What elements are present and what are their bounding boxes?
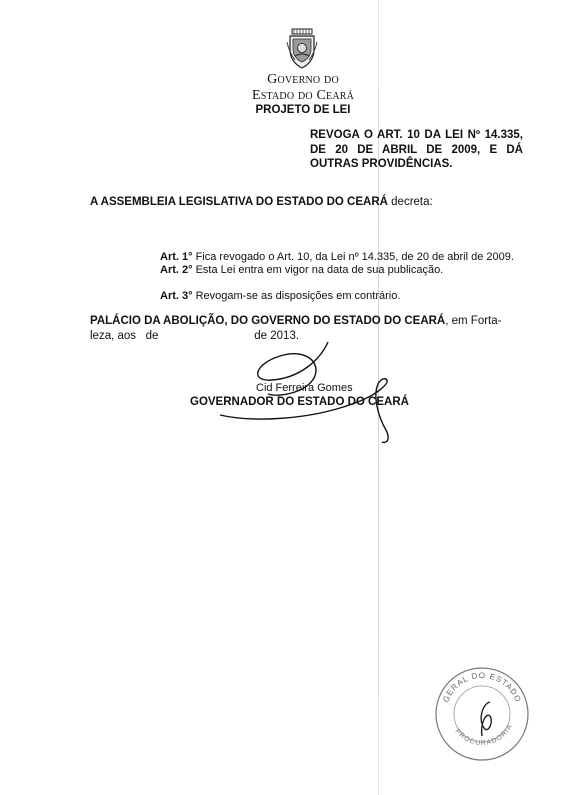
government-title-line-2: Estado do Ceará <box>251 88 355 103</box>
article-2 <box>160 264 530 276</box>
closing-bold: PALÁCIO DA ABOLIÇÃO, DO GOVERNO DO ESTADO DO CEARÁ <box>90 315 446 327</box>
signer-role: GOVERNADOR DO ESTADO DO CEARÁ <box>190 396 409 408</box>
government-title-line-1: Governo do <box>267 72 339 87</box>
closing-date-part-3: de 2013. <box>254 330 300 342</box>
svg-text:GERAL DO ESTADO <box>441 671 523 704</box>
official-seal-stamp <box>432 662 532 762</box>
preamble-bold: A ASSEMBLEIA LEGISLATIVA DO ESTADO DO CEARÁ <box>90 196 388 208</box>
stamp-top-text: GERAL DO ESTADO <box>441 670 523 704</box>
signer-name: Cid Ferreira Gomes <box>256 382 353 394</box>
article-1-text: Fica revogado o Art. 10, da Lei nº 14.335, de 20 de abril de 2009. <box>192 251 514 263</box>
stamp-bottom-text: PROCURADORIA <box>453 722 515 748</box>
bill-summary: REVOGA O ART. 10 DA LEI Nº 14.335, DE 20 DE ABRIL DE 2009, E DÁ OUTRAS PROVIDÊNCIAS. <box>310 129 523 170</box>
article-3-label: Art. 3° <box>160 290 193 302</box>
article-1-label: Art. 1° <box>160 251 193 263</box>
article-3 <box>160 290 530 302</box>
government-title <box>240 72 366 104</box>
article-1 <box>90 250 522 265</box>
preamble-rest: decreta: <box>387 196 433 208</box>
article-3-text: Revogam-se as disposições em contrário. <box>192 290 401 302</box>
article-2-text: Esta Lei entra em vigor na data de sua publicação. <box>192 264 444 276</box>
document-type-heading: PROJETO DE LEI <box>255 104 351 116</box>
article-2-label: Art. 2° <box>160 264 193 276</box>
closing-date-part-1: leza, aos <box>90 330 137 342</box>
preamble <box>90 196 530 208</box>
closing-date-part-2: de <box>145 330 159 342</box>
closing-rest: , em Forta- <box>445 315 502 327</box>
state-coat-of-arms-icon <box>286 28 318 70</box>
